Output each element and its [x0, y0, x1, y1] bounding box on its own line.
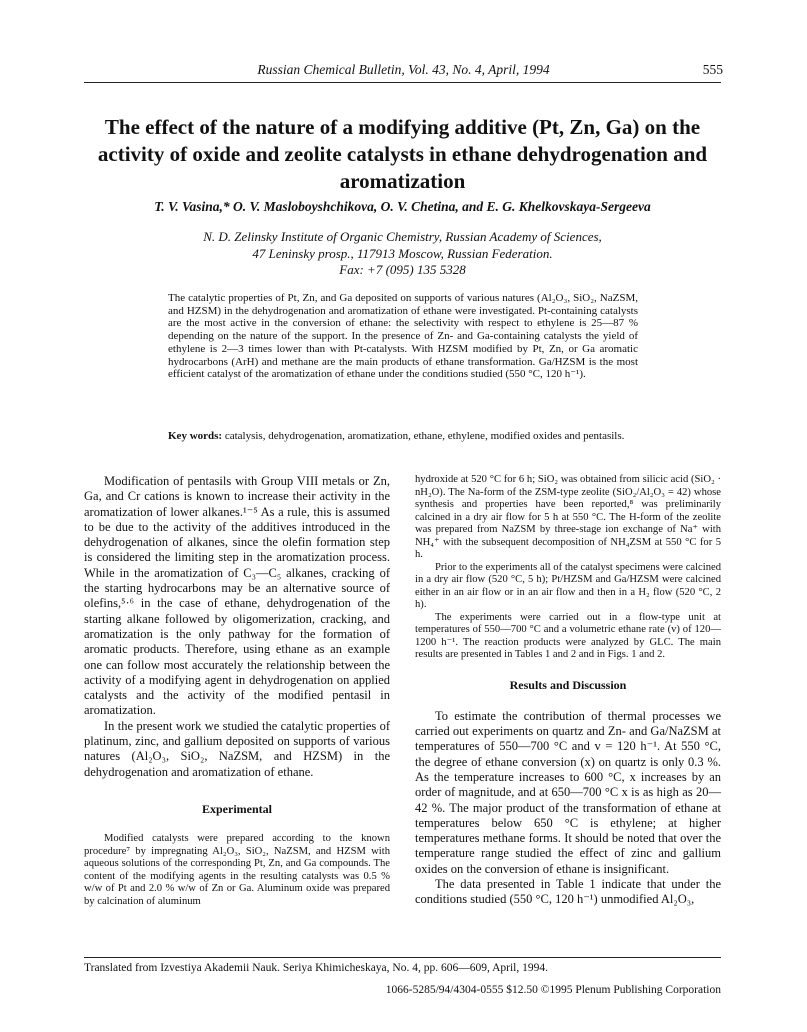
- affiliation-line-1: N. D. Zelinsky Institute of Organic Chemistry, Russian Academy of Sciences,: [203, 229, 602, 244]
- affiliation: [84, 229, 721, 279]
- keywords-text: catalysis, dehydrogenation, aromatization, ethane, ethylene, modified oxides and pentasils.: [224, 430, 625, 442]
- keywords: [168, 430, 638, 443]
- experimental-paragraph-1: Modified catalysts were prepared according to the known procedure⁷ by impregnating Al₂O₃, SiO₂, NaZSM, and HZSM with aqueous solutions of the corresponding Pt, Zn, and Ga compounds. The content of the modifying agents in the resulting catalysts was 0.5 % w/w of Pt and 2.0 % w/w of Zn or Ga. Aluminum oxide was prepared by calcination of aluminum: [84, 833, 390, 907]
- running-header-journal: Russian Chemical Bulletin, Vol. 43, No. 4, April, 1994: [257, 62, 550, 77]
- results-paragraph-1: To estimate the contribution of thermal processes we carried out experiments on quartz and Zn- and Ga/NaZSM at temperatures of 550—700 °C and v = 120 h⁻¹. At 550 °C, the degree of ethane conversion (x) on quartz is only 0.3 %. As the temperature increases to 600 °C, x increases by an order of magnitude, and at 650—700 °C x is as high as 20—42 %. The major product of the transformation of ethane at temperatures below 650 °C is ethylene; at higher temperatures methane forms. It should be noted that over the temperature range studied the effect of zinc and gallium oxides on the conversion of ethane is insignificant.: [415, 708, 721, 876]
- footer-rule: [84, 957, 721, 958]
- results-paragraph-2: The data presented in Table 1 indicate that under the conditions studied (550 °C, 120 h⁻¹) unmodified Al₂O₃,: [415, 877, 721, 907]
- affiliation-line-2: 47 Leninsky prosp., 117913 Moscow, Russian Federation.: [252, 245, 553, 261]
- right-column: [415, 474, 721, 908]
- results-heading: Results and Discussion: [509, 677, 627, 692]
- page-number: 555: [702, 62, 723, 77]
- experimental-paragraph-4: The experiments were carried out in a flow-type unit at temperatures of 550—700 °C and a volumetric ethane rate (v) of 120—1200 h⁻¹. The reaction products were analyzed by GLC. The main results are presented in Tables 1 and 2 and in Figs. 1 and 2.: [415, 611, 721, 660]
- experimental-text: [84, 833, 390, 908]
- experimental-paragraph-2: hydroxide at 520 °C for 6 h; SiO₂ was obtained from silicic acid (SiO₂ · nH₂O). The Na-form of the ZSM-type zeolite (SiO₂/Al₂O₃ = 42) whose synthesis and properties have been reported,⁸ was preliminarily calcined in a dry air flow for 5 h at 550 °C. The H-form of the zeolite was prepared from NaZSM by three-stage ion exchange of Na⁺ with NH₄⁺ with the subsequent decomposition of NH₄ZSM at 550 °C for 5 h.: [415, 474, 721, 560]
- experimental-paragraph-3: Prior to the experiments all of the catalyst specimens were calcined in a dry air flow (520 °C, 5 h); Pt/HZSM and Ga/HZSM were calcined either in an air flow or in an air flow and then in a H₂ flow (520 °C, 2 h).: [415, 561, 721, 610]
- publisher-code: 1066-5285/94/4304-0555 $12.50 ©1995 Plenum Publishing Corporation: [385, 984, 721, 996]
- author-list: T. V. Vasina,* O. V. Masloboyshchikova, O. V. Chetina, and E. G. Khelkovskaya-Sergeeva: [154, 199, 651, 214]
- article-title: The effect of the nature of a modifying additive (Pt, Zn, Ga) on the activity of oxide and zeolite catalysts in ethane dehydrogenation and aromatization: [97, 115, 708, 193]
- keywords-label: Key words:: [168, 430, 223, 442]
- experimental-continued: [415, 474, 721, 662]
- intro-paragraph-1: Modification of pentasils with Group VIII metals or Zn, Ga, and Cr cations is known to increase their activity in the aromatization of lower alkanes.¹⁻⁵ As a rule, this is assumed to be due to the activity of the additives introduced in the dehydrogenation of alkanes, since the olefin formation step is considered the limiting step in the aromatization process. While in the aromatization of C₃—C₅ alkanes, cracking of the starting hydrocarbons may be an alternative source of olefins,⁵·⁶ in the case of ethane, dehydrogenation of the starting alkane followed by oligomerization, cracking, and aromatization is the only pathway for the formation of aromatic products. Therefore, using ethane as an example one can follow most accurately the relationship between the activity of a modifying agent in dehydrogenation on applied catalysts and the activity of the modified pentasil in aromatization.: [84, 474, 390, 718]
- header-rule: [84, 82, 721, 83]
- affiliation-fax: Fax: +7 (095) 135 5328: [339, 262, 466, 277]
- left-column: [84, 474, 390, 908]
- experimental-heading: Experimental: [202, 801, 272, 816]
- abstract: The catalytic properties of Pt, Zn, and Ga deposited on supports of various natures (Al₂O₃, SiO₂, NaZSM, and HZSM) in the dehydrogenation and aromatization of ethane were investigated. Pt-containing catalysts are the most active in the conversion of ethane: the selectivity with respect to ethylene is 25—87 % depending on the nature of the support. In the presence of Zn- and Ga-containing catalysts the yield of ethylene is 2—3 times lower than with Pt-catalysts. With HZSM modified by Pt, Zn, or Ga aromatic hydrocarbons (ArH) and methane are the main products of ethane transformation. Ga/HZSM is the most efficient catalyst of the aromatization of ethane under the conditions studied (550 °C, 120 h⁻¹).: [168, 292, 638, 381]
- intro-paragraph-2: In the present work we studied the catalytic properties of platinum, zinc, and gallium deposited on supports of various natures (Al₂O₃, SiO₂, NaZSM, and HZSM) in the dehydrogenation and aromatization of ethane.: [84, 718, 390, 779]
- translation-note: Translated from Izvestiya Akademii Nauk. Seriya Khimicheskaya, No. 4, pp. 606—609, April, 1994.: [84, 962, 548, 974]
